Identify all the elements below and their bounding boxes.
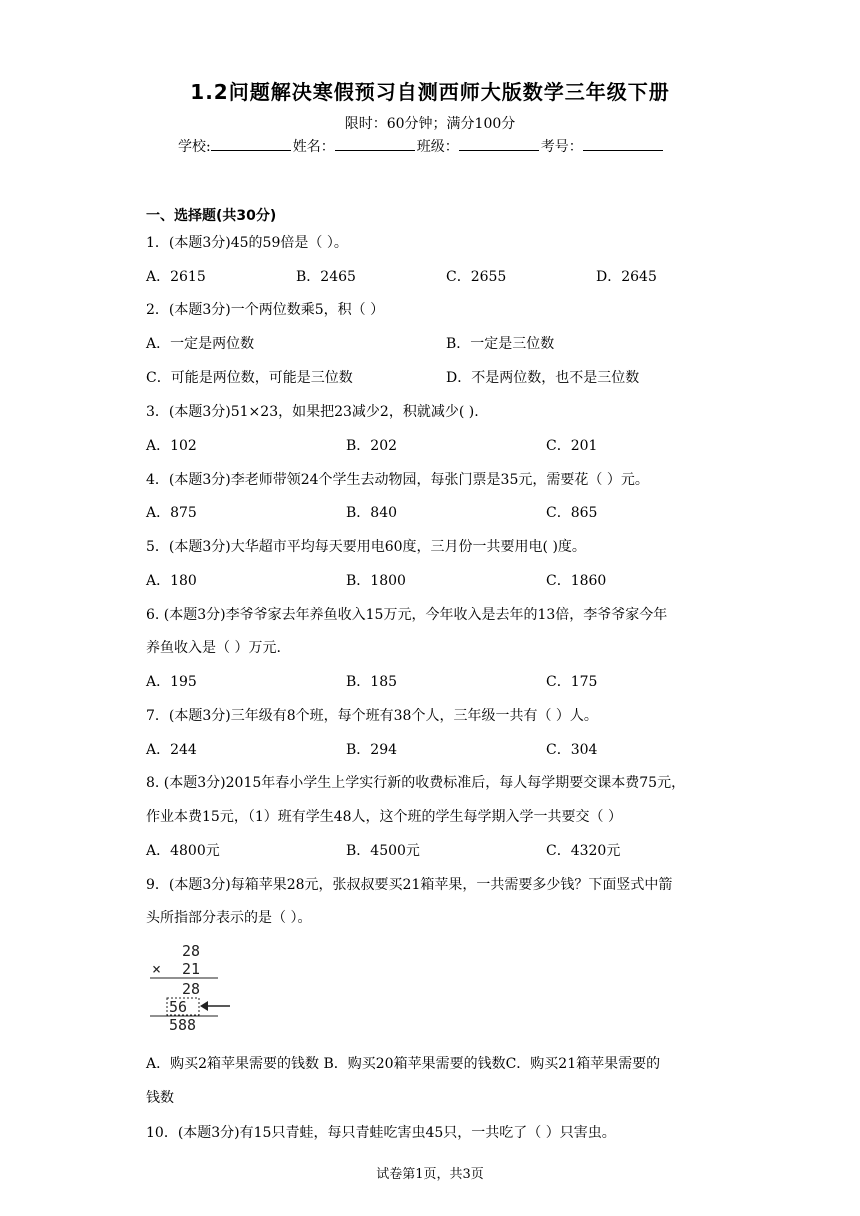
q5-option-b: B．1800 [346, 573, 406, 589]
q1-option-a: A．2615 [146, 269, 206, 285]
calc-sum: 588 [169, 1016, 197, 1034]
question-1: 1．(本题3分)45的59倍是（ ）。 [146, 235, 348, 251]
q7-option-b: B．294 [346, 742, 398, 758]
name-label: 姓名： [292, 139, 335, 155]
calc-row-multiplicand: 28 [182, 942, 201, 960]
question-9-options-line-2: 钱数 [146, 1090, 174, 1106]
school-blank [211, 138, 291, 151]
q8-option-c: C．4320元 [546, 843, 621, 859]
q8-option-a: A．4800元 [146, 843, 220, 859]
question-6-line-2: 养鱼收入是（ ）万元. [146, 640, 281, 656]
question-6-line-1: 6. (本题3分)李爷爷家去年养鱼收入15万元，今年收入是去年的13倍，李爷爷家今年 [146, 607, 668, 623]
q1-option-d: D．2645 [596, 269, 657, 285]
question-10: 10．(本题3分)有15只青蛙，每只青蛙吃害虫45只，一共吃了（ ）只害虫。 [146, 1125, 616, 1141]
q2-option-d: D．不是两位数，也不是三位数 [446, 370, 640, 386]
page-footer: 试卷第1页，共3页 [376, 1167, 484, 1182]
question-8-line-2: 作业本费15元，（1）班有学生48人，这个班的学生每学期入学一共要交（ ） [146, 809, 622, 825]
exam-no-blank [583, 138, 663, 151]
class-blank [459, 138, 539, 151]
q1-option-c: C．2655 [446, 269, 507, 285]
question-9-line-2: 头所指部分表示的是（ ）。 [146, 910, 312, 926]
q6-option-b: B．185 [346, 674, 398, 690]
q4-option-a: A．875 [146, 505, 197, 521]
calc-row-multiplier: 21 [182, 960, 201, 978]
q4-option-b: B．840 [346, 505, 398, 521]
student-info-line [178, 136, 665, 156]
q3-option-c: C．201 [546, 438, 598, 454]
q6-option-a: A．195 [146, 674, 197, 690]
q7-option-c: C．304 [546, 742, 598, 758]
q7-option-a: A．244 [146, 742, 197, 758]
q4-option-c: C．865 [546, 505, 598, 521]
q2-option-a: A．一定是两位数 [146, 336, 255, 352]
question-3: 3．(本题3分)51×23，如果把23减少2，积就减少( ). [146, 404, 479, 420]
q3-option-b: B．202 [346, 438, 398, 454]
question-9-line-1: 9．(本题3分)每箱苹果28元，张叔叔要买21箱苹果，一共需要多少钱？下面竖式中箭 [146, 877, 673, 893]
question-5: 5．(本题3分)大华超市平均每天要用电60度，三月份一共要用电( )度。 [146, 539, 586, 555]
vertical-multiplication-figure [146, 938, 242, 1034]
section-heading: 一、选择题(共30分) [146, 208, 277, 224]
question-7: 7．(本题3分)三年级有8个班，每个班有38个人，三年级一共有（ ）人。 [146, 708, 598, 724]
q8-option-b: B．4500元 [346, 843, 420, 859]
school-label: 学校: [178, 139, 211, 155]
q2-option-b: B．一定是三位数 [446, 336, 555, 352]
q3-option-a: A．102 [146, 438, 197, 454]
calc-partial-product-1: 28 [182, 980, 201, 998]
name-blank [335, 138, 415, 151]
arrow-left-icon [200, 1001, 230, 1011]
calc-partial-product-2: 56 [169, 998, 188, 1016]
q2-option-c: C．可能是两位数，可能是三位数 [146, 370, 353, 386]
question-9-options-line-1: A．购买2箱苹果需要的钱数 B．购买20箱苹果需要的钱数C．购买21箱苹果需要的 [146, 1056, 661, 1072]
calc-times-sign: × [152, 960, 162, 978]
exam-no-label: 考号： [540, 139, 583, 155]
q5-option-c: C．1860 [546, 573, 607, 589]
time-limit: 限时：60分钟；满分100分 [344, 116, 516, 132]
question-8-line-1: 8. (本题3分)2015年春小学生上学实行新的收费标准后，每人每学期要交课本费75元， [146, 775, 686, 791]
q1-option-b: B．2465 [296, 269, 356, 285]
q5-option-a: A．180 [146, 573, 197, 589]
question-4: 4．(本题3分)李老师带领24个学生去动物园，每张门票是35元，需要花（ ）元。 [146, 472, 649, 488]
question-2: 2．(本题3分)一个两位数乘5，积（ ） [146, 302, 385, 318]
class-label: 班级： [416, 139, 459, 155]
q6-option-c: C．175 [546, 674, 598, 690]
page-title: 1.2问题解决寒假预习自测西师大版数学三年级下册 [190, 80, 670, 104]
